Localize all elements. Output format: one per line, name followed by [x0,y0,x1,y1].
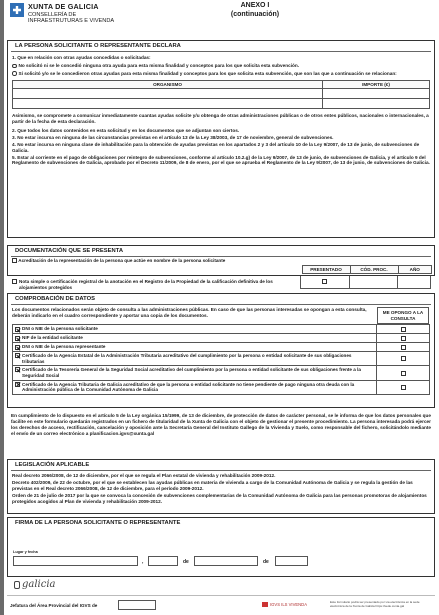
org-name: XUNTA DE GALICIA [28,2,99,11]
doc-registry-checkbox[interactable] [12,279,17,284]
oppose-checkbox[interactable] [401,385,406,390]
data-check-label: Certificado de la Agencia Tributaria de Galicia acreditativo de que la persona o entidad solicitante no tiene pendiente de pago ninguna otra deuda con la Administración pública de la Comunidad Autónoma de Galicia [22,381,355,393]
oppose-checkbox[interactable] [401,371,406,376]
data-check-intro: Los documentos relacionados serán objeto de consulta a las administraciones públicas. En caso de que las personas interesadas se opongan a esta consulta, deberán indicarlo en el cuadro correspondiente y aportar una copia de los documentos. [12,307,367,318]
col-importe: IMPORTE (€) [323,80,430,89]
footer-note: Este formulario podrá ser presentado por vía electrónica en la sede electrónica de la Xunta de Galicia https://sede.xunta.gal [330,600,420,608]
aid-table [12,80,430,110]
legislation-3: Orden de 21 de julio de 2017 por la que se convoca la concesión de subvenciones complementarias de la Comunidad Autónoma de Galicia para las personas promotoras de alojamientos protegidos acogidos al Plan de vivienda y rehabilitación 2009-2012. [12,492,427,504]
igvs-logo [262,602,307,607]
data-check-list [12,324,430,395]
data-check-title: COMPROBACIÓN DE DATOS [11,294,431,305]
declaration-5: 5. Estar al corriente en el pago de obligaciones por reintegro de subvenciones, conforme al artículo 10.2.g) de la Ley 9/2007, de 13 de junio, de subvenciones de Galicia, y el artículo 9 del Reglamento de subvenciones de Galicia, aprobado por el Decreto 11/2009, de 8 de enero, por el que se aprueba el Reglamento de la Ley 9/2007, de 13 de junio, de subvenciones de Galicia. [12,154,430,166]
data-check-row [13,352,429,366]
anexo-subtitle: (continuación) [230,10,280,18]
option-other-aid-radio[interactable] [12,71,17,76]
check-icon [15,345,20,350]
footer-divider [7,595,435,596]
year-field[interactable] [275,556,308,566]
check-icon [15,327,20,332]
documentation-section [7,245,435,276]
org-dept-line-1: CONSELLERÍA DE [28,12,77,18]
data-check-label: DNI o NIE de la persona solicitante [22,326,98,332]
commitment-text: Asimismo, se compromete a comunicar inmediatamente cuantas ayudas solicite y/u obtenga de otras administraciones públicas o de otros entes públicos, nacionales o internacionales, a partir de la fecha de esta declaración. [12,113,429,125]
igvs-logo-icon [262,602,268,607]
data-check-label: Certificado de la Agencia Estatal de la Administración Tributaria acreditativo del cumplimiento por la persona o entidad solicitante de sus obligaciones tributarias [22,353,352,364]
oppose-checkbox[interactable] [401,327,406,332]
data-check-row [13,381,429,394]
aid-amount-cell-2[interactable] [323,99,430,109]
month-field[interactable] [194,556,258,566]
check-icon [15,353,20,358]
galicia-logo-text: galicia [22,579,56,590]
jefatura-field[interactable] [118,600,156,610]
data-check-section [7,293,435,408]
aid-org-cell-2[interactable] [13,99,323,109]
declaration-section [7,40,435,238]
org-dept-line-2: INFRAESTRUTURAS E VIVENDA [28,18,115,25]
doc-representation-checkbox[interactable] [12,258,17,263]
check-icon [15,382,20,387]
option-other-aid-label: Sí solicitó y/o se le concedieron otras ayudas para esta misma finalidad y conceptos para los que solicita esta subvención, que son las que a continuación se relacionan: [18,70,397,76]
jefatura-label: Jefatura del Área Provincial del IGVS de [10,603,98,608]
place-field[interactable] [13,556,138,566]
anexo-label: ANEXO I [240,2,270,9]
declaration-4: 4. No estar incursa en ninguna clase de inhabilitación para la obtención de ayudas previstas en los apartados 2 y 3 del artículo 10 de la Ley 9/2007, de 13 de junio, de subvenciones de Galicia. [12,141,420,153]
left-margin-bar [0,0,4,615]
legislation-section [7,459,435,514]
data-check-row [13,325,429,334]
day-field[interactable] [148,556,178,566]
col-organismo: ORGANISMO [13,80,323,89]
galicia-logo [14,579,58,592]
galicia-logo-icon [14,581,20,589]
legislation-title: LEGISLACIÓN APLICABLE [11,460,431,471]
option-no-aid-radio[interactable] [12,64,17,69]
documentation-title: DOCUMENTACIÓN QUE SE PRESENTA [11,246,431,257]
aid-org-cell-1[interactable] [13,89,323,99]
doc-registry-label: Nota simple o certificación registral de la anotación en el Registro de la Propiedad de la calificación definitiva de los alojamientos protegidos [19,279,273,290]
data-check-row [13,343,429,352]
oppose-checkbox[interactable] [401,345,406,350]
col-oppose: ME OPONGO A LA CONSULTA [377,307,429,324]
doc-row-registry-note [12,279,302,290]
col-presented: PRESENTADO [302,265,350,274]
signature-section [7,517,435,577]
aid-amount-cell-1[interactable] [323,89,430,99]
option-no-aid [8,63,434,69]
declaration-title: LA PERSONA SOLICITANTE O REPRESENTANTE DECLARA [11,41,431,52]
option-no-aid-label: No solicitó ni se le concedió ninguna otra ayuda para esta misma finalidad y conceptos para los que solicita esta subvención. [18,62,300,68]
option-other-aid [8,71,434,77]
igvs-logo-text: IGVS ILS VIVENDA [270,602,308,607]
oppose-checkbox[interactable] [401,356,406,361]
data-check-row [13,366,429,380]
anexo-title [205,2,305,20]
doc-registry-cells [300,276,431,289]
signature-title: FIRMA DE LA PERSONA SOLICITANTE O REPRESENTANTE [15,520,181,526]
doc-row-representation [12,257,432,265]
check-icon [15,367,20,372]
declaration-3: 3. No estar incursa en ninguna de las circunstancias previstas en el artículo 13 de la Ley 38/2003, de 17 de noviembre, general de subvenciones. [12,134,334,140]
documentation-table [12,257,432,274]
de-label-2: de [263,559,269,565]
doc-representation-label: Acreditación de la representación de la persona que actúe en nombre de la persona solicitante [18,258,226,264]
col-proc-code: CÓD. PROC. [350,265,398,274]
legislation-2: Decreto 402/2009, de 22 de octubre, por el que se establecen las ayudas públicas en materia de vivienda a cargo de la Comunidad Autónoma de Galicia y se regula la gestión de las previstas en el Real decreto 2066/2008, de 12 de diciembre, para el período 2009-2012. [12,479,413,491]
data-check-row [13,334,429,343]
xunta-logo-icon [10,3,24,17]
place-date-label: Lugar y fecha [13,550,38,554]
legislation-1: Real decreto 2066/2008, de 12 de diciembre, por el que se regula el Plan estatal de vivienda y rehabilitación 2009-2012. [12,473,276,479]
data-check-label: DNI o NIE de la persona representante [22,344,106,350]
place-date-row [13,556,433,568]
data-check-label: NIF de la entidad solicitante [22,335,83,341]
org-department [28,12,114,24]
check-icon [15,336,20,341]
question-1: 1. Que en relación con otras ayudas concedidas o solicitadas: [12,55,151,61]
comma-separator: , [142,559,144,565]
declaration-2: 2. Que todos los datos contenidos en esta solicitud y en los documentos que se adjuntan son ciertos. [12,128,240,134]
oppose-checkbox[interactable] [401,336,406,341]
doc-registry-presented-checkbox[interactable] [322,279,327,284]
col-year: AÑO [398,265,432,274]
privacy-notice: En cumplimiento de lo dispuesto en el artículo 5 de la Ley orgánica 15/1999, de 13 de diciembre, de protección de datos de carácter personal, se le informa de que los datos personales que facilite en este formulario quedarán registrados en un fichero de titularidad de la Xunta de Galicia con el objeto de gestionar el presente procedimiento. La persona interesada podrá ejercer los derechos de acceso, rectificación, cancelación y oposición ante la Secretaría General del Instituto Gallego de la Vivienda y Suelo, como responsable del fichero, solicitándolo mediante el envío de un correo electrónico a planificacion.igvs@xunta.gal [11,413,431,436]
de-label-1: de [183,559,189,565]
data-check-label: Certificado de la Tesorería General de la Seguridad Social acreditativo del cumplimiento por la persona o entidad solicitante de sus obligaciones frente a la Seguridad Social [22,367,361,379]
